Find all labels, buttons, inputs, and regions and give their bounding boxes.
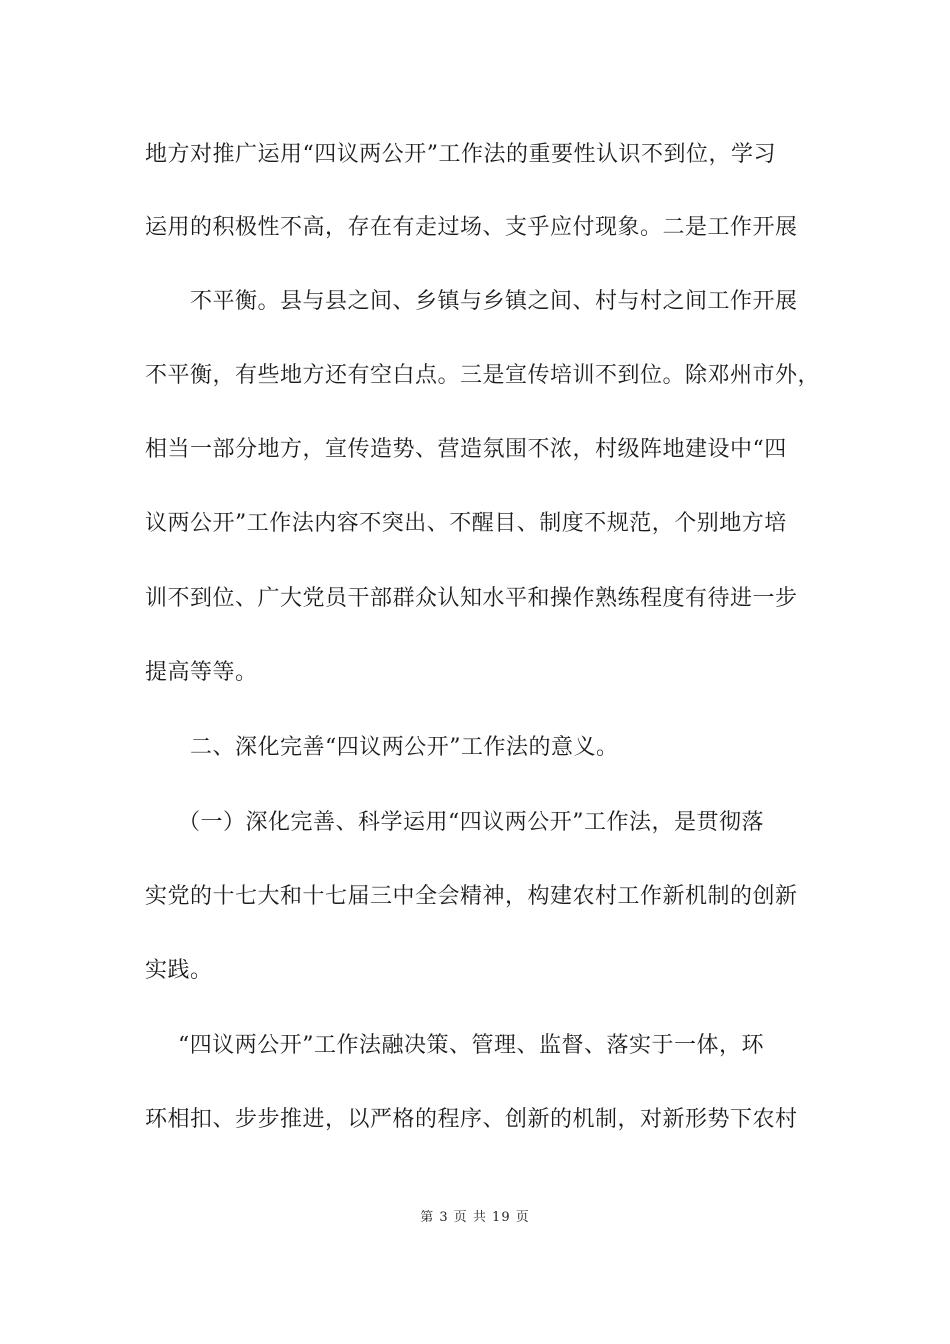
text-line-5: 相当一部分地方，宣传造势、营造氛围不浓，村级阵地建设中“四	[145, 437, 787, 462]
text-line-14: 环相扣、步步推进，以严格的程序、创新的机制，对新形势下农村	[145, 1107, 798, 1132]
text-line-8: 提高等等。	[145, 660, 258, 685]
text-line-6: 议两公开”工作法内容不突出、不醒目、制度不规范，个别地方培	[145, 511, 787, 536]
subsection-heading-line-1: （一）深化完善、科学运用“四议两公开”工作法，是贯彻落	[178, 810, 764, 835]
text-line-1: 地方对推广运用“四议两公开”工作法的重要性认识不到位，学习	[145, 142, 776, 167]
subsection-heading-line-2: 实党的十七大和十七届三中全会精神，构建农村工作新机制的创新	[145, 884, 798, 909]
section-heading: 二、深化完善“四议两公开”工作法的意义。	[190, 735, 619, 760]
subsection-heading-line-3: 实践。	[145, 958, 213, 983]
page-footer	[0, 1206, 950, 1225]
text-line-4: 不平衡，有些地方还有空白点。三是宣传培训不到位。除邓州市外，	[145, 363, 821, 388]
text-line-2: 运用的积极性不高，存在有走过场、支乎应付现象。二是工作开展	[145, 215, 798, 240]
page-number-label: 第 3 页 共 19 页	[420, 1210, 530, 1225]
text-line-3: 不平衡。县与县之间、乡镇与乡镇之间、村与村之间工作开展	[190, 289, 798, 314]
text-line-7: 训不到位、广大党员干部群众认知水平和操作熟练程度有待进一步	[145, 586, 798, 611]
text-line-13: “四议两公开”工作法融决策、管理、监督、落实于一体，环	[178, 1033, 764, 1058]
